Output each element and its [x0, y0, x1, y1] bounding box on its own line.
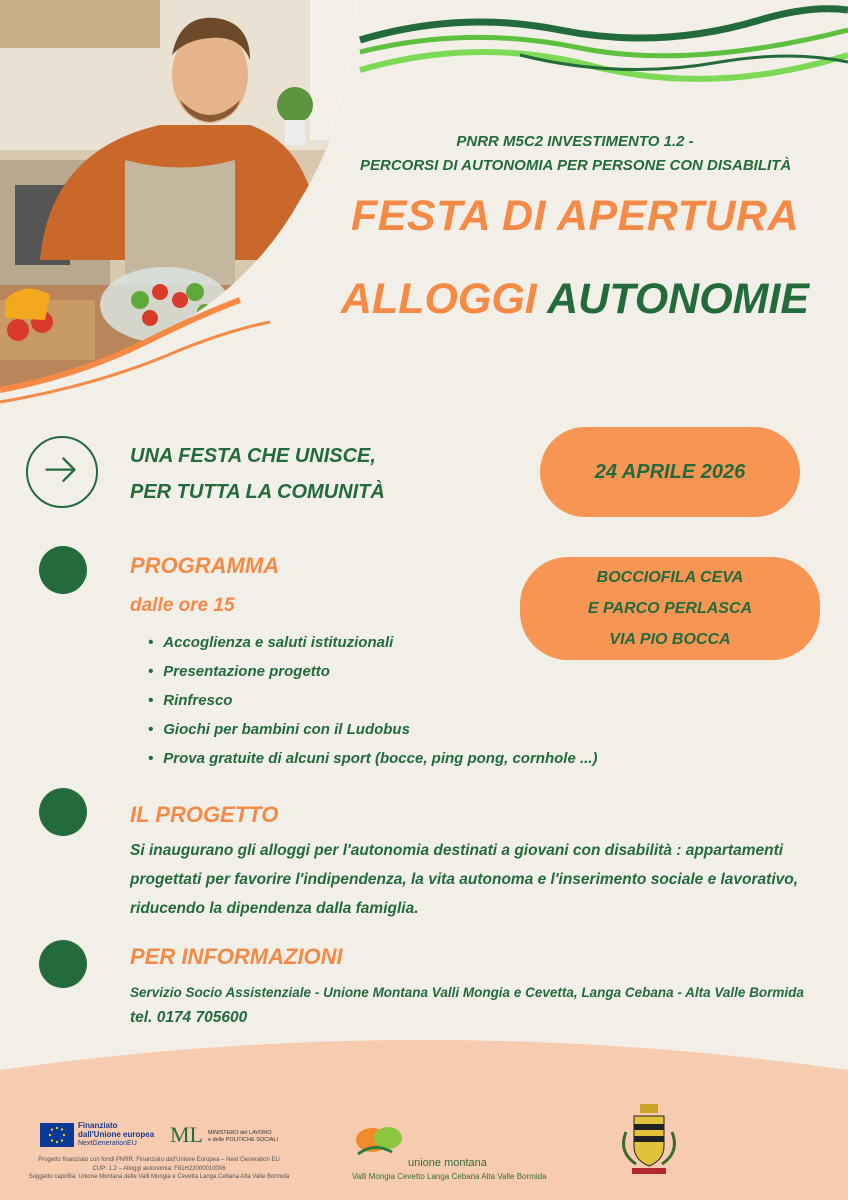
bullet-dot-icon	[39, 940, 87, 988]
event-title-line-2	[340, 275, 810, 324]
subtitle-line-1: PNRR M5C2 INVESTIMENTO 1.2 -	[456, 133, 694, 150]
eu-flag-icon	[40, 1123, 74, 1147]
tagline-line-1: UNA FESTA CHE UNISCE,	[130, 445, 376, 467]
list-item: • Giochi per bambini con il Ludobus	[148, 715, 597, 744]
ministry-label	[208, 1130, 278, 1144]
ministry-line-2: e delle POLITICHE SOCIALI	[208, 1137, 278, 1143]
cooking-man-photo	[0, 0, 380, 410]
list-item: • Prova gratuite di alcuni sport (bocce, ping pong, cornhole ...)	[148, 744, 597, 773]
list-item: • Presentazione progetto	[148, 657, 597, 686]
tagline-line-2: PER TUTTA LA COMUNITÀ	[130, 481, 385, 503]
subtitle-line-2: PERCORSI DI AUTONOMIA PER PERSONE CON DISABILITÀ	[360, 157, 792, 174]
footer-funding-notes	[14, 1156, 304, 1182]
informazioni-heading: PER INFORMAZIONI	[130, 944, 343, 969]
progetto-heading: IL PROGETTO	[130, 802, 279, 827]
list-item: • Rinfresco	[148, 686, 597, 715]
event-title-word-autonomie: AUTONOMIE	[547, 275, 810, 323]
event-title-word-alloggi: ALLOGGI	[340, 275, 537, 323]
municipal-crest-icon	[618, 1102, 680, 1177]
informazioni-service: Servizio Socio Assistenziale - Unione Montana Valli Mongia e Cevetta, Langa Cebana - Alta Valle Bormida	[130, 985, 804, 1000]
arrow-right-icon	[26, 436, 98, 508]
informazioni-text	[130, 980, 830, 1030]
venue-line-3: VIA PIO BOCCA	[609, 631, 731, 648]
eu-funding-label	[78, 1121, 154, 1148]
venue-line-2: E PARCO PERLASCA	[587, 600, 753, 617]
progetto-text: Si inaugurano gli alloggi per l'autonomia destinati a giovani con disabilità : appartamenti progettati per favorire l'indipendenza, la vita autonoma e l'inserimento sociale e lavorativo, riducendo la dipendenza dalla famiglia.	[130, 842, 799, 917]
project-subtitle	[360, 130, 790, 178]
event-title-line-1: FESTA DI APERTURA	[350, 192, 800, 240]
footer-note-2: CUP: 1.2 – Alloggi autonomia: F81H22000010006	[92, 1165, 226, 1172]
ministry-line-1: MINISTERO del LAVORO	[208, 1130, 272, 1136]
programma-heading: PROGRAMMA	[130, 553, 280, 578]
footer-note-3: Soggetto capofila: Unione Montana delle Valli Mongia e Cevetta Langa Cebana Alta Valle Bormida	[28, 1174, 290, 1180]
unione-montana-name: unione montana	[408, 1157, 487, 1169]
eu-line-3: NextGenerationEU	[78, 1140, 137, 1147]
event-date-badge: 24 APRILE 2026	[540, 427, 800, 517]
bullet-dot-icon	[39, 546, 87, 594]
unione-montana-subtitle: Valli Mongia Cevetto Langa Cebana Alta Valle Bormida	[352, 1172, 547, 1181]
unione-montana-logo	[352, 1118, 410, 1164]
programma-list	[148, 628, 597, 773]
informazioni-phone: tel. 0174 705600	[130, 1009, 248, 1026]
footer-note-1: Progetto finanziato con fondi PNRR: Finanziato dall'Unione Europea – Next Generation EU	[38, 1157, 280, 1163]
venue-line-1: BOCCIOFILA CEVA	[596, 569, 744, 586]
bullet-dot-icon	[39, 788, 87, 836]
eu-line-2: dall'Unione europea	[78, 1130, 155, 1139]
ministry-logo: ML	[170, 1122, 203, 1147]
list-item: • Accoglienza e saluti istituzionali	[148, 628, 597, 657]
programma-time: dalle ore 15	[130, 595, 235, 616]
tagline	[130, 438, 385, 510]
eu-line-1: Finanziato	[78, 1121, 118, 1130]
